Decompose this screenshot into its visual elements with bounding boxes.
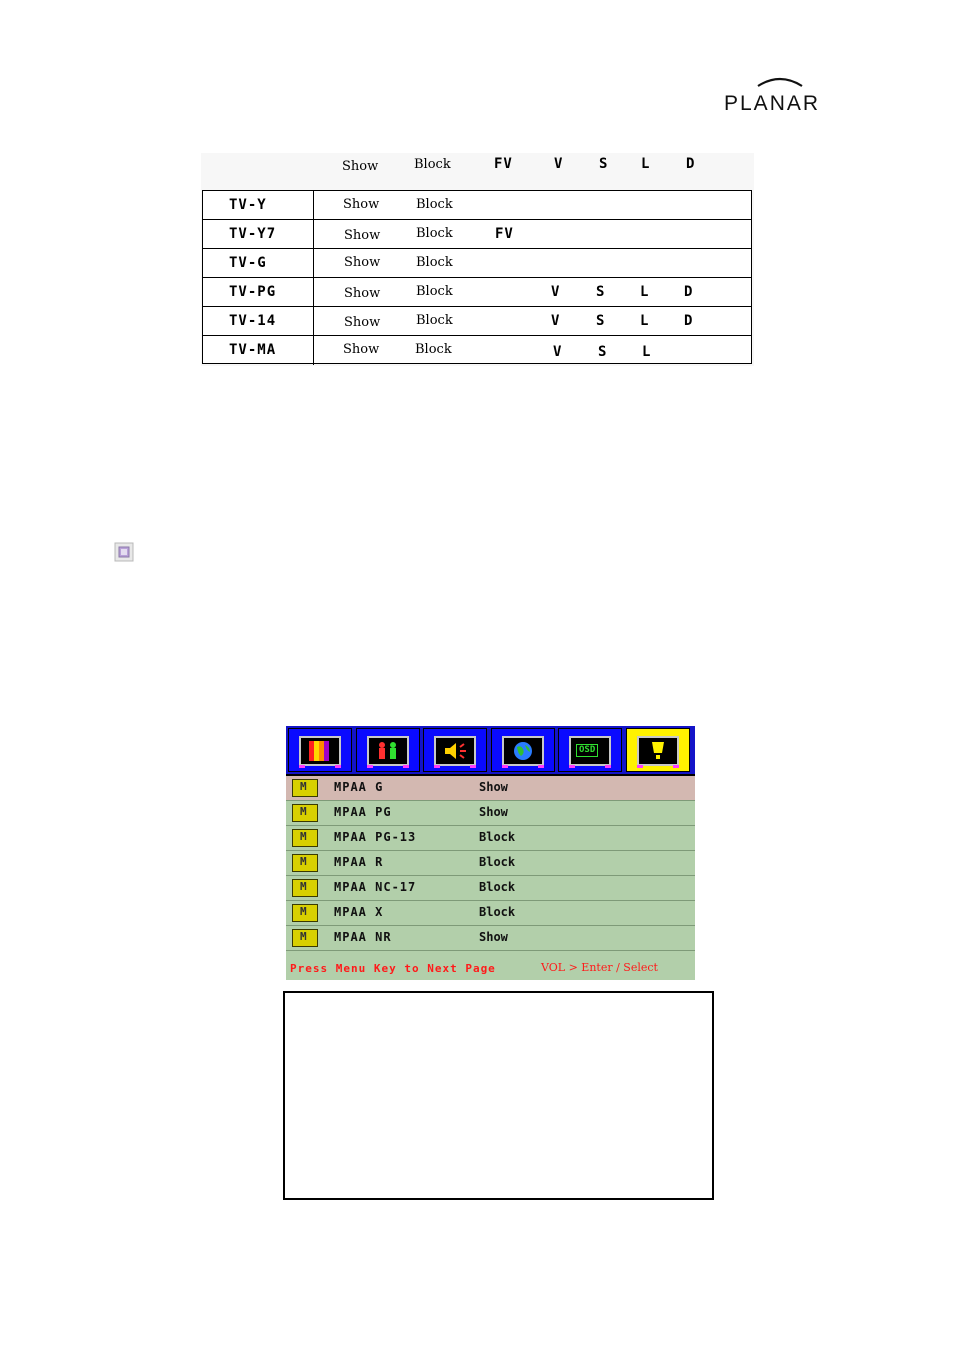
osd-tab-label: OSD (576, 744, 598, 757)
mpaa-icon (292, 929, 318, 947)
table-row (203, 249, 751, 278)
tab-parental-lock[interactable] (626, 728, 690, 772)
osd-parental-menu (286, 726, 695, 980)
show-value: Show (344, 315, 381, 330)
l-value: L (640, 284, 650, 300)
row-value: Show (479, 780, 508, 794)
osd-footer (286, 956, 695, 980)
l-value: L (640, 313, 650, 329)
osd-row-mpaa-pg[interactable] (286, 801, 695, 826)
speaker-icon (434, 736, 476, 766)
d-value: D (684, 313, 694, 329)
footer-select-hint: VOL > Enter / Select (541, 961, 658, 974)
rating-label: TV-Y (229, 197, 267, 213)
header-fv: FV (494, 156, 513, 172)
header-v: V (554, 156, 564, 172)
row-label: MPAA NR (334, 930, 392, 944)
table-row (203, 220, 751, 249)
tab-picture[interactable] (288, 728, 352, 772)
row-label: MPAA PG-13 (334, 830, 417, 844)
people-icon (367, 736, 409, 766)
header-block: Block (414, 157, 451, 172)
d-value: D (684, 284, 694, 300)
v-value: V (553, 344, 563, 360)
tab-users[interactable] (356, 728, 420, 772)
rating-label: TV-G (229, 255, 267, 271)
osd-icon (569, 736, 611, 766)
row-label: MPAA PG (334, 805, 392, 819)
row-value: Block (479, 855, 516, 869)
osd-row-mpaa-pg13[interactable] (286, 826, 695, 851)
block-value: Block (416, 284, 453, 299)
color-bars-icon (299, 736, 341, 766)
mpaa-icon (292, 904, 318, 922)
osd-tab-bar (286, 726, 695, 776)
v-value: V (551, 284, 561, 300)
mpaa-icon (292, 879, 318, 897)
row-value: Block (479, 905, 516, 919)
table-row (203, 336, 751, 365)
show-value: Show (343, 197, 380, 212)
lock-icon (637, 736, 679, 766)
mpaa-icon (292, 779, 318, 797)
s-value: S (596, 313, 606, 329)
row-label: MPAA NC-17 (334, 880, 417, 894)
s-value: S (596, 284, 606, 300)
v-value: V (551, 313, 561, 329)
tab-osd[interactable] (558, 728, 622, 772)
tab-setup[interactable] (491, 728, 555, 772)
mpaa-icon (292, 829, 318, 847)
planar-logo (722, 76, 842, 120)
osd-row-mpaa-r[interactable] (286, 851, 695, 876)
block-value: Block (416, 255, 453, 270)
row-label: MPAA R (334, 855, 384, 869)
block-value: Block (416, 313, 453, 328)
block-value: Block (415, 342, 452, 357)
row-value: Show (479, 805, 508, 819)
fv-value: FV (495, 226, 514, 242)
table-row (203, 191, 751, 220)
tv-table-header (201, 153, 754, 190)
globe-icon (502, 736, 544, 766)
row-value: Block (479, 830, 516, 844)
block-value: Block (416, 197, 453, 212)
rating-label: TV-PG (229, 284, 277, 300)
empty-frame (283, 991, 714, 1200)
rating-label: TV-14 (229, 313, 277, 329)
show-value: Show (344, 228, 381, 243)
osd-row-mpaa-g[interactable] (286, 776, 695, 801)
header-show: Show (342, 159, 379, 174)
rating-label: TV-MA (229, 342, 277, 358)
tv-table-body (202, 190, 752, 364)
tv-rating-table (201, 153, 754, 366)
table-row (203, 278, 751, 307)
row-value: Block (479, 880, 516, 894)
header-l: L (641, 156, 651, 172)
embedded-object-icon (114, 542, 134, 562)
s-value: S (598, 344, 608, 360)
block-value: Block (416, 226, 453, 241)
logo-arc-icon (756, 76, 804, 88)
row-value: Show (479, 930, 508, 944)
osd-row-mpaa-x[interactable] (286, 901, 695, 926)
header-d: D (686, 156, 696, 172)
header-s: S (599, 156, 609, 172)
row-label: MPAA X (334, 905, 384, 919)
footer-menu-hint: Press Menu Key to Next Page (290, 962, 496, 975)
row-label: MPAA G (334, 780, 384, 794)
rating-label: TV-Y7 (229, 226, 277, 242)
show-value: Show (344, 286, 381, 301)
osd-row-mpaa-nr[interactable] (286, 926, 695, 951)
show-value: Show (343, 342, 380, 357)
mpaa-icon (292, 854, 318, 872)
osd-row-mpaa-nc17[interactable] (286, 876, 695, 901)
mpaa-icon (292, 804, 318, 822)
l-value: L (642, 344, 652, 360)
table-row (203, 307, 751, 336)
logo-text: PLANAR (724, 92, 821, 115)
show-value: Show (344, 255, 381, 270)
tab-audio[interactable] (423, 728, 487, 772)
